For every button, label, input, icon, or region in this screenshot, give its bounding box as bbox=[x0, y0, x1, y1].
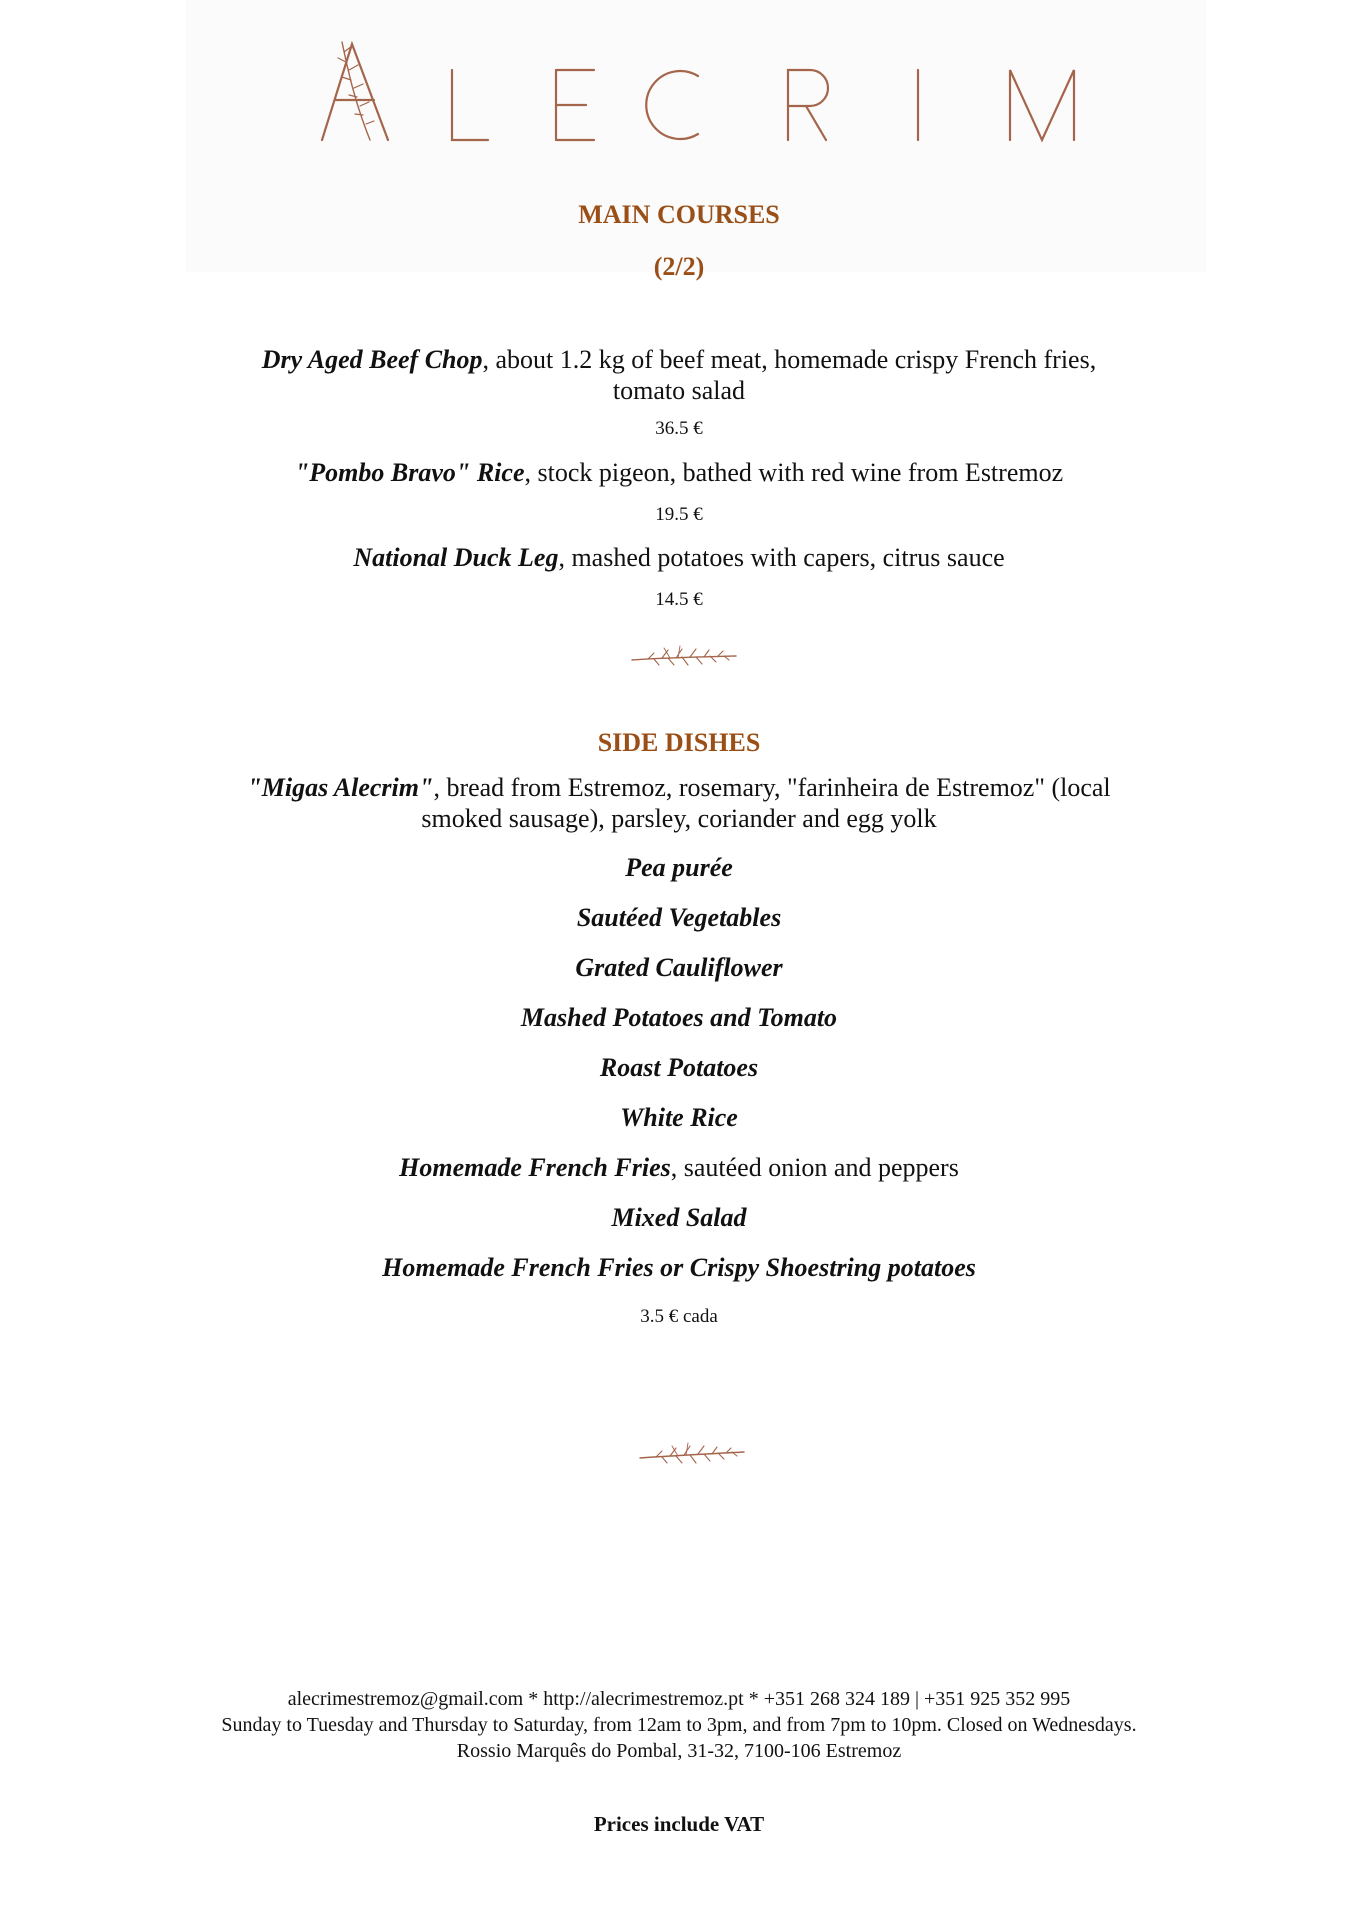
rosemary-sprig-icon bbox=[636, 1434, 748, 1474]
menu-item-description: , mashed potatoes with capers, citrus sauce bbox=[558, 543, 1005, 572]
list-item bbox=[0, 1152, 1358, 1202]
list-item bbox=[0, 852, 1358, 902]
main-courses-title: MAIN COURSES bbox=[578, 200, 780, 229]
side-dish-description: , sautéed onion and peppers bbox=[670, 1153, 959, 1182]
side-dish-name: Roast Potatoes bbox=[599, 1053, 759, 1082]
side-dish-name: Pea purée bbox=[625, 853, 733, 882]
menu-item-description: , about 1.2 kg of beef meat, homemade crispy French fries, bbox=[482, 345, 1097, 374]
side-dish-name: Homemade French Fries or Crispy Shoestring potatoes bbox=[382, 1253, 976, 1282]
menu-item-name: "Pombo Bravo" Rice bbox=[294, 458, 525, 487]
side-dish-name: Mashed Potatoes and Tomato bbox=[520, 1003, 838, 1032]
main-courses-subtitle: (2/2) bbox=[653, 252, 705, 281]
list-item bbox=[0, 952, 1358, 1002]
menu-item-price: 14.5 € bbox=[655, 589, 703, 610]
list-item bbox=[0, 902, 1358, 952]
side-dish-description: , bread from Estremoz, rosemary, "farinheira de Estremoz" (local bbox=[433, 773, 1111, 802]
side-dish-name: Mixed Salad bbox=[611, 1203, 747, 1232]
footer bbox=[200, 1686, 1158, 1764]
list-item bbox=[0, 1102, 1358, 1152]
menu-item-pombo-rice bbox=[0, 457, 1358, 488]
menu-item-beef-chop bbox=[0, 344, 1358, 406]
list-item bbox=[0, 1202, 1358, 1252]
menu-item-price: 19.5 € bbox=[655, 504, 703, 525]
side-dish-name: Homemade French Fries bbox=[399, 1153, 671, 1182]
side-dish-name: White Rice bbox=[620, 1103, 738, 1132]
list-item bbox=[0, 1252, 1358, 1302]
menu-item-description-cont: tomato salad bbox=[612, 376, 746, 405]
menu-item-description: , stock pigeon, bathed with red wine from Estremoz bbox=[524, 458, 1064, 487]
vat-note: Prices include VAT bbox=[593, 1812, 765, 1836]
side-dish-description-cont: smoked sausage), parsley, coriander and egg yolk bbox=[421, 804, 937, 833]
contact-info: alecrimestremoz@gmail.com * http://alecrimestremoz.pt * +351 268 324 189 | +351 925 352 995 bbox=[287, 1688, 1071, 1710]
menu-item-price: 36.5 € bbox=[655, 418, 703, 439]
list-item bbox=[0, 1052, 1358, 1102]
side-dishes-title: SIDE DISHES bbox=[597, 728, 761, 757]
side-dish-price: 3.5 € cada bbox=[640, 1306, 718, 1327]
list-item bbox=[0, 1002, 1358, 1052]
menu-item-name: Dry Aged Beef Chop bbox=[261, 345, 483, 374]
side-dish-name: Grated Cauliflower bbox=[575, 953, 783, 982]
side-dish-featured bbox=[0, 772, 1358, 834]
opening-hours: Sunday to Tuesday and Thursday to Saturday, from 12am to 3pm, and from 7pm to 10pm. Closed on Wednesdays. bbox=[221, 1714, 1137, 1736]
menu-item-duck-leg bbox=[0, 542, 1358, 573]
alecrim-logo bbox=[318, 40, 1078, 160]
side-dish-name: Sautéed Vegetables bbox=[576, 903, 782, 932]
menu-item-name: National Duck Leg bbox=[353, 543, 559, 572]
side-dish-list bbox=[0, 852, 1358, 1302]
address: Rossio Marquês do Pombal, 31-32, 7100-106 Estremoz bbox=[456, 1740, 902, 1762]
rosemary-sprig-icon bbox=[628, 638, 740, 678]
side-dish-name: "Migas Alecrim" bbox=[247, 773, 434, 802]
